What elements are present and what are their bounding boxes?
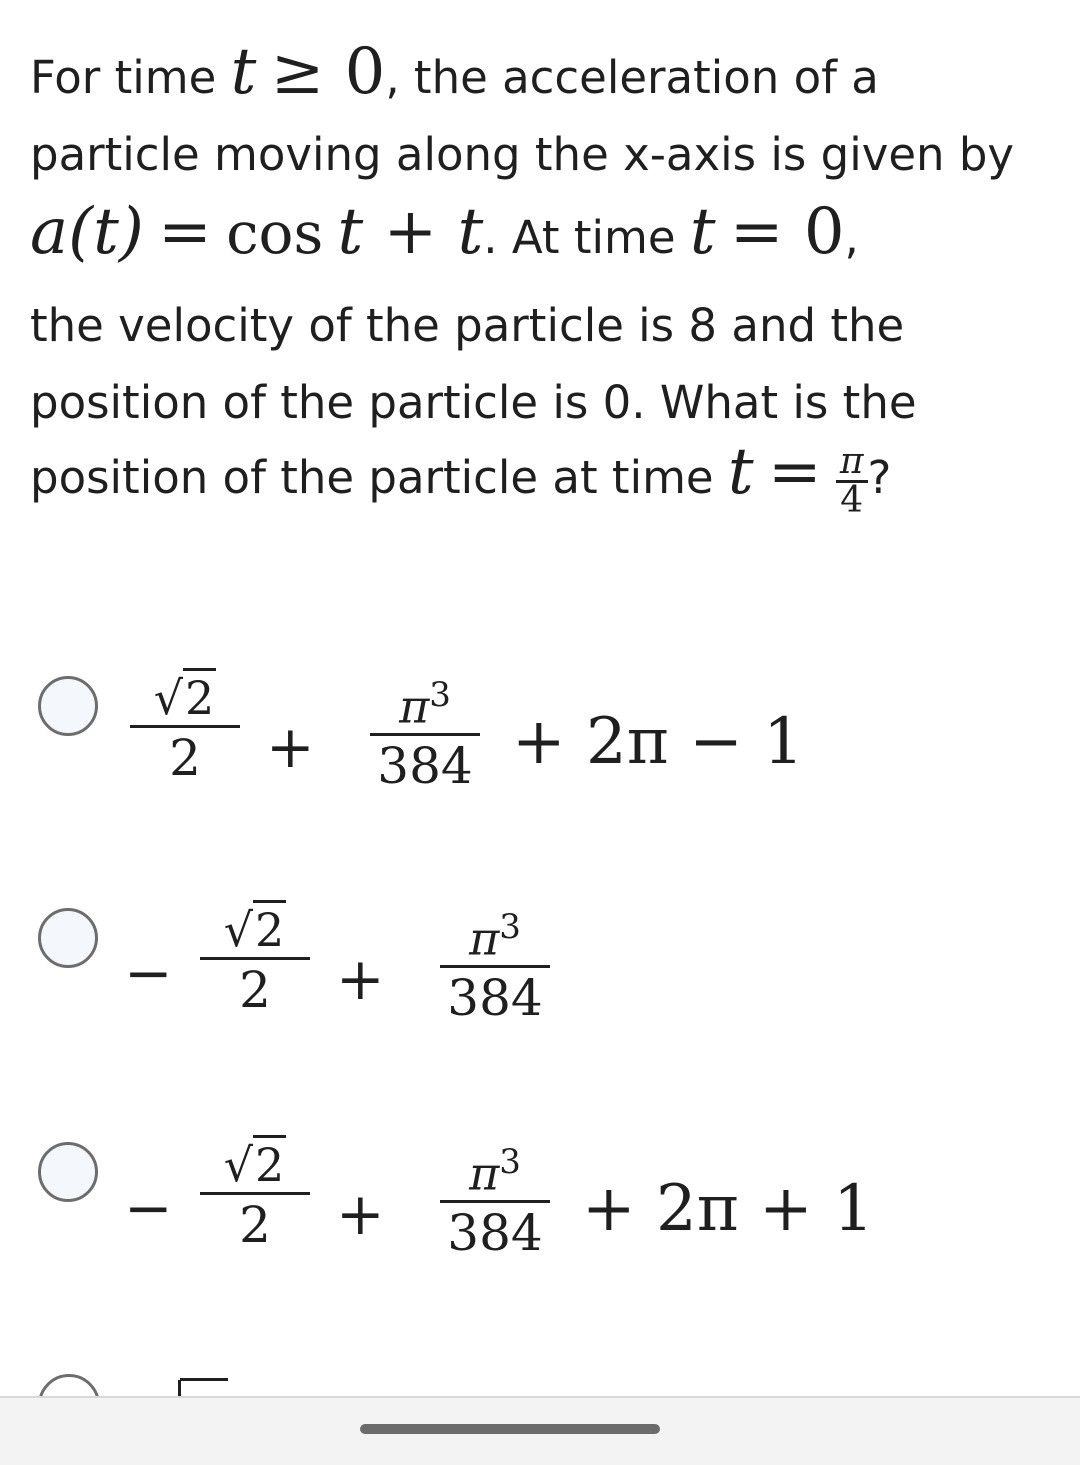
home-indicator[interactable] [360,1424,660,1434]
pi-symbol: π [469,911,500,966]
question-text: particle moving along the x-axis is given by [30,128,1015,181]
fraction-numerator [200,900,310,957]
fraction-pi-cubed-over-384 [370,668,480,796]
exponent: 3 [429,675,451,715]
plus-sign: + [266,713,315,781]
question-text: , the acceleration of a [385,51,879,104]
exponent: 3 [499,907,521,947]
sqrt-radicand: 2 [253,900,286,957]
fraction-denominator: 2 [169,729,201,787]
question-line-3 [30,195,859,269]
fraction-sqrt2-over-2 [200,1135,310,1255]
question-text: , [844,211,859,264]
sqrt-bar-partial [180,1378,228,1381]
fraction-numerator [440,900,550,965]
question-text: the velocity of the particle is 8 and the [30,299,905,352]
expression-tail: + 2π − 1 [512,705,804,779]
math-relation: = 0 [729,195,845,269]
fraction-numerator: π [836,444,868,483]
math-relation: ≥ 0 [270,35,386,109]
math-equals: = [158,195,212,269]
fraction-numerator [130,668,240,725]
sqrt-radicand: 2 [253,1135,286,1192]
plus-sign: + [336,945,385,1013]
question-line-6 [30,435,892,521]
question-line-2 [30,128,1015,181]
answer-radio-2[interactable] [38,908,98,968]
fraction-denominator: 384 [447,1204,543,1263]
sqrt-radicand: 2 [183,668,216,725]
pi-symbol: π [399,679,430,734]
fraction-numerator [200,1135,310,1192]
question-text: For time [30,51,217,104]
pi-symbol: π [469,1146,500,1201]
minus-sign: − [124,1174,173,1242]
fraction-pi-cubed-over-384 [440,900,550,1028]
math-cos: cos [226,199,324,267]
fraction-sqrt2-over-2 [130,668,240,788]
fraction-denominator: 2 [239,1196,271,1254]
sqrt-icon: √ [223,903,254,957]
answer-radio-1[interactable] [38,676,98,736]
plus-sign: + [336,1180,385,1248]
question-text: position of the particle at time [30,451,714,504]
math-var-t: t [230,35,257,109]
fraction-sqrt2-over-2 [200,900,310,1020]
math-var-t: t [727,435,754,509]
fraction-denominator: 384 [447,969,543,1028]
question-text: ? [867,451,892,504]
expression-tail: + 2π + 1 [582,1172,874,1246]
math-acceleration-fn: a(t) [30,195,144,269]
sqrt-icon: √ [153,671,184,725]
question-text: . At time [483,211,676,264]
minus-sign: − [124,939,173,1007]
question-text: position of the particle is 0. What is the [30,376,917,429]
fraction-numerator [440,1135,550,1200]
math-expression: t + t [337,195,484,269]
answer-radio-3[interactable] [38,1142,98,1202]
question-line-4 [30,299,905,352]
fraction-denominator: 384 [377,737,473,796]
exponent: 3 [499,1142,521,1182]
question-line-5 [30,376,917,429]
sqrt-icon: √ [223,1138,254,1192]
math-var-t: t [689,195,716,269]
math-equals: = [767,435,822,509]
math-fraction-pi-over-4 [836,440,868,521]
fraction-numerator [370,668,480,733]
fraction-denominator: 2 [239,961,271,1019]
fraction-pi-cubed-over-384 [440,1135,550,1263]
question-line-1 [30,35,879,109]
fraction-denominator: 4 [840,479,864,521]
